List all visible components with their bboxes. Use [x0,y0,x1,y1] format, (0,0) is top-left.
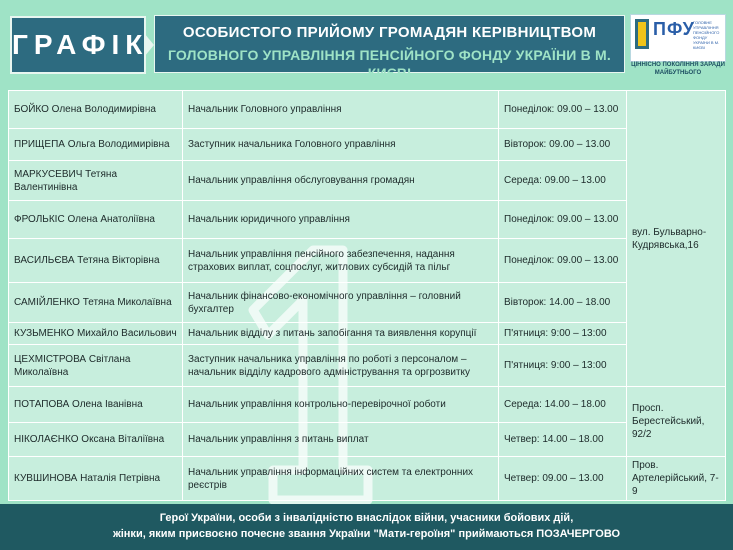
person-position: Начальник управління контрольно-перевірочної роботи [183,387,499,423]
reception-time: П'ятниця: 9:00 – 13:00 [499,323,627,345]
person-position: Начальник управління з питань виплат [183,423,499,457]
logo-mark-accent-icon [638,22,646,46]
person-name: САМІЙЛЕНКО Тетяна Миколаївна [9,283,183,323]
location-berest: Просп. Берестейський, 92/2 [627,387,726,457]
location-main: вул. Бульварно-Кудрявська,16 [627,91,726,387]
table-row [9,457,726,501]
reception-time: Понеділок: 09.00 – 13.00 [499,239,627,283]
badge-arrow [144,33,154,57]
header-title-line2: ГОЛОВНОГО УПРАВЛІННЯ ПЕНСІЙНОГО ФОНДУ УКРАЇНИ В М. КИЄВІ [167,47,612,81]
table-row [9,387,726,423]
reception-time: Середа: 14.00 – 18.00 [499,387,627,423]
person-position: Начальник юридичного управління [183,201,499,239]
person-position: Начальник управління пенсійного забезпечення, надання страхових виплат, соцпослуг, житлових субсидій та пільг [183,239,499,283]
person-name: ФРОЛЬКІС Олена Анатоліївна [9,201,183,239]
table-row [9,239,726,283]
schedule-table-wrapper [8,90,725,500]
person-name: ВАСИЛЬЄВА Тетяна Вікторівна [9,239,183,283]
reception-time: Четвер: 14.00 – 18.00 [499,423,627,457]
reception-time: Вівторок: 14.00 – 18.00 [499,283,627,323]
table-row [9,161,726,201]
schedule-table [8,90,726,501]
location-artel: Пров. Артелерійський, 7-9 [627,457,726,501]
footer-line2: жінки, яким присвоєно почесне звання України "Мати-героїня" приймаються ПОЗАЧЕРГОВО [112,528,621,540]
reception-time: Четвер: 09.00 – 13.00 [499,457,627,501]
person-position: Начальник Головного управління [183,91,499,129]
person-name: БОЙКО Олена Володимирівна [9,91,183,129]
person-name: ПОТАПОВА Олена Іванівна [9,387,183,423]
pfu-logo [630,14,726,62]
table-row [9,345,726,387]
person-name: ПРИЩЕПА Ольга Володимирівна [9,129,183,161]
schedule-badge: ГРАФІК [10,16,146,74]
person-name: ЦЕХМІСТРОВА Світлана Миколаївна [9,345,183,387]
header-title-line1: ОСОБИСТОГО ПРИЙОМУ ГРОМАДЯН КЕРІВНИЦТВОМ [182,24,597,41]
page-header [154,15,625,81]
person-position: Заступник начальника Головного управління [183,129,499,161]
table-row [9,423,726,457]
person-position: Начальник відділу з питань запобігання та виявлення корупції [183,323,499,345]
person-name: НІКОЛАЄНКО Оксана Віталіївна [9,423,183,457]
person-name: МАРКУСЕВИЧ Тетяна Валентинівна [9,161,183,201]
person-position: Начальник фінансово-економічного управління – головний бухгалтер [183,283,499,323]
person-name: КУВШИНОВА Наталія Петрівна [9,457,183,501]
table-row [9,283,726,323]
table-row [9,129,726,161]
footer-line1: Герої України, особи з інвалідністю внаслідок війни, учасники бойових дій, [159,512,574,524]
logo-slogan: ЦІННІСНО ПОКОЛІННЯ ЗАРАДИ МАЙБУТНЬОГО [631,62,725,76]
person-position: Начальник управління інформаційних систем та електронних реєстрів [183,457,499,501]
reception-time: Середа: 09.00 – 13.00 [499,161,627,201]
reception-time: Вівторок: 09.00 – 13.00 [499,129,627,161]
logo-org: ГОЛОВНЕ УПРАВЛІННЯ ПЕНСІЙНОГО ФОНДУ УКРАЇНИ В М. КИЄВІ [693,20,720,50]
reception-time: Понеділок: 09.00 – 13.00 [499,91,627,129]
person-position: Заступник начальника управління по роботі з персоналом – начальник відділу кадрового адміністрування та оргрозвитку [183,345,499,387]
table-row [9,201,726,239]
table-row [9,323,726,345]
logo-abbr: ПФУ [653,19,695,39]
person-name: КУЗЬМЕНКО Михайло Васильович [9,323,183,345]
table-row [9,91,726,129]
priority-footer [0,504,733,550]
reception-time: Понеділок: 09.00 – 13.00 [499,201,627,239]
person-position: Начальник управління обслуговування громадян [183,161,499,201]
reception-time: П'ятниця: 9:00 – 13:00 [499,345,627,387]
